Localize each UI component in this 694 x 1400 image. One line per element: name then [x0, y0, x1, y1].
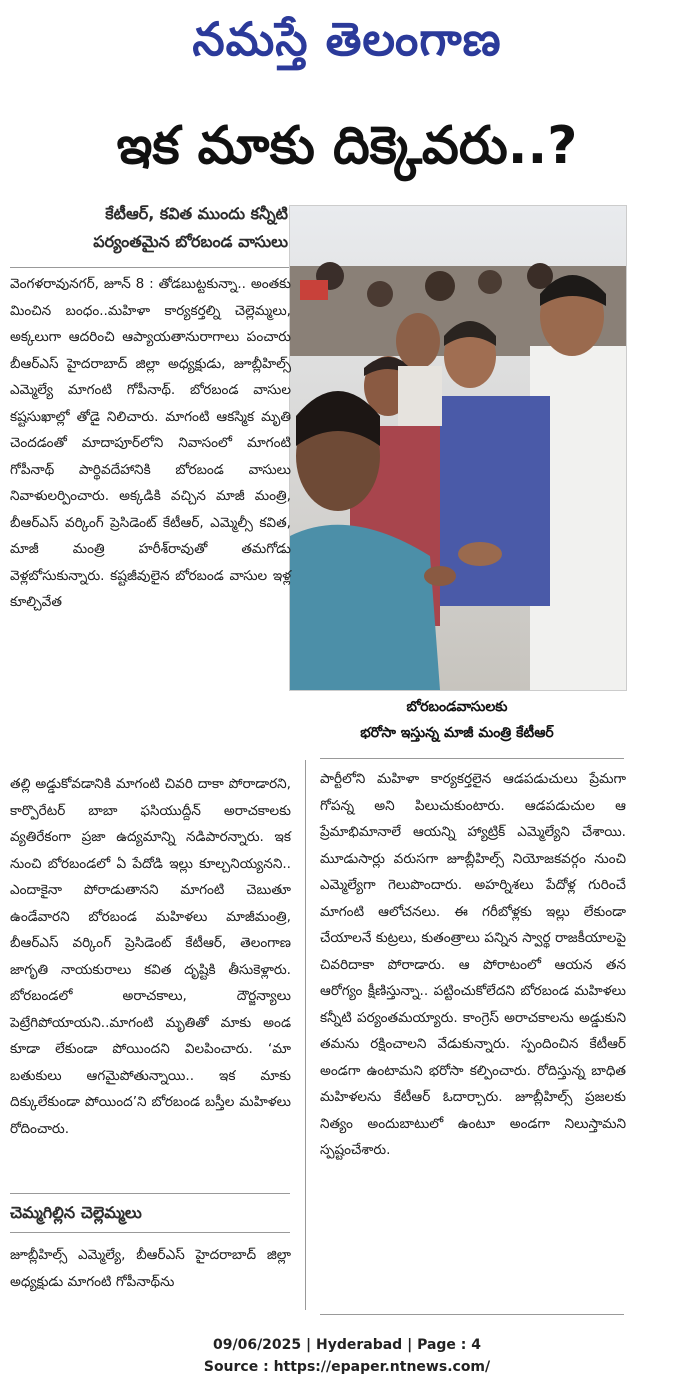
article-column-2 — [320, 766, 626, 1306]
article-paragraph-3: జూబ్లీహిల్స్ ఎమ్మెల్యే, బీఆర్‌ఎస్ హైదరాబాద్ జిల్లా అధ్యక్షుడు మాగంటి గోపీనాథ్‌ను — [10, 1247, 291, 1290]
news-photo — [289, 205, 627, 691]
article-paragraph-1: వెంగళరావునగర్, జూన్ 8 : తోడబుట్టకున్నా.. అంతకు మించిన బంధం..మహిళా కార్యకర్తల్ని చెల్లెమ్మలు, అక్కలుగా ఆదరించి ఆప్యాయతానురాగాలు పంచారు బీఆర్‌ఎస్ హైదరాబాద్ జిల్లా అధ్యక్షుడు, జూబ్లీహిల్స్ ఎమ్మెల్యే మాగంటి గోపీనాథ్. బోరబండ వాసుల కష్టసుఖాల్లో తోడై నిలిచారు. మాగంటి ఆకస్మిక మృతి చెందడంతో మాదాపూర్‌లోని నివాసంలో మాగంటి గోపీనాథ్ పార్థివదేహానికి బోరబండ వాసులు నివాళులర్పించారు. అక్కడికి వచ్చిన మాజీ మంత్రి, బీఆర్‌ఎస్ వర్కింగ్ ప్రెసిడెంట్ కేటీఆర్, ఎమ్మెల్సీ కవిత, మాజీ మంత్రి హరీశ్‌రావుతో తమగోడు వెళ్లబోసుకున్నారు. కష్టజీవులైన బోరబండ వాసుల ఇళ్ల కూల్చివేత — [10, 276, 291, 610]
column-divider — [305, 760, 306, 1310]
subhead-rule — [10, 267, 290, 268]
caption-rule — [320, 758, 624, 759]
section-heading: చెమ్మగిల్లిన చెల్లెమ్మలు — [10, 1203, 142, 1222]
photo-caption — [294, 694, 620, 750]
article-column-1 — [10, 271, 291, 751]
article-paragraph-4: పార్టీలోని మహిళా కార్యకర్తలైన ఆడపడుచులు ప్రేమగా గోపన్న అని పిలుచుకుంటారు. ఆడపడుచుల ఆ ప్రేమాభిమానాలే ఆయన్ని హ్యాట్రిక్ ఎమ్మెల్యేని చేశాయి. మూడుసార్లు వరుసగా జూబ్లీహిల్స్ నియోజకవర్గం నుంచి ఎమ్మెల్యేగా గెలుపొందారు. అహర్నిశలు పేదోళ్ల గురించే మాగంటి ఆలోచనలు. ఈ గరీబోళ్లకు ఇల్లు లేకుండా చేయాలనే కుట్రలు, కుతంత్రాలు పన్నిన స్వార్థ రాజకీయాలపై చివరిదాకా పోరాడారు. ఆ పోరాటంలో ఆయన తన ఆరోగ్యం క్షీణిస్తున్నా.. పట్టించుకోలేదని బోరబండ మహిళలు కన్నీటి పర్యంతమయ్యారు. కాంగ్రెస్ అరాచకాలను అడ్డుకుని తమను రక్షించాలని వేడుకున్నారు. స్పందించిన కేటీఆర్ అండగా ఉంటామని భరోసా కల్పించారు. రోదిస్తున్న బాధిత మహిళలను కేటీఆర్ ఓదార్చారు. జూబ్లీహిల్స్ ప్రజలకు నిత్యం అందుబాటులో ఉంటూ అండగా నిలుస్తామని స్పష్టంచేశారు. — [320, 771, 626, 1158]
subhead-line-2: పర్యంతమైన బోరబండ వాసులు — [93, 232, 288, 251]
subhead-line-1: కేటీఆర్, కవిత ముందు కన్నీటి — [105, 204, 288, 223]
footer-date-edition: 09/06/2025 | Hyderabad | Page : 4 — [212, 1337, 482, 1353]
section-rule-top — [10, 1193, 290, 1194]
column-2-end-rule — [320, 1314, 624, 1315]
footer — [0, 1334, 694, 1378]
section-rule-bottom — [10, 1232, 290, 1233]
subhead — [10, 200, 288, 262]
photo-caption-line-1: బోరబండవాసులకు — [406, 699, 508, 715]
headline: ఇక మాకు దిక్కెవరు..? — [116, 116, 578, 176]
masthead-title: నమస్తే తెలంగాణ — [192, 12, 502, 66]
photo-caption-line-2: భరోసా ఇస్తున్న మాజీ మంత్రి కేటీఆర్ — [360, 725, 554, 741]
article-column-1-continued — [10, 771, 291, 1191]
footer-source: Source : https://epaper.ntnews.com/ — [203, 1359, 491, 1375]
article-column-1-end — [10, 1242, 291, 1302]
article-paragraph-2: తల్లి అడ్డుకోవడానికి మాగంటి చివరి దాకా పోరాడారని, కార్పొరేటర్ బాబా ఫసియుద్దీన్ అరాచకాలకు వ్యతిరేకంగా ప్రజా ఉద్యమాన్ని నడిపారన్నారు. ఇక నుంచి బోరబండలో ఏ పేదోడి ఇల్లు కూల్చనియ్యనని.. ఎందాకైనా పోరాడుతానని మాగంటి చెబుతూ ఉండేవారని బోరబండ మహిళలు మాజీమంత్రి, బీఆర్‌ఎస్ వర్కింగ్ ప్రెసిడెంట్ కేటీఆర్, తెలంగాణ జాగృతి నాయకురాలు కవిత దృష్టికి తీసుకెళ్లారు. బోరబండలో అరాచకాలు, దౌర్జన్యాలు పెట్రేగిపోయాయని..మాగంటి మృతితో మాకు అండ కూడా లేకుండా పోయిందని విలపించారు. ‘మా బతుకులు ఆగమైపోతున్నాయి.. ఇక మాకు దిక్కులేకుండా పోయింద’ని బోరబండ బస్తీల మహిళలు రోదించారు. — [10, 776, 291, 1137]
photo-illustration — [290, 206, 626, 690]
